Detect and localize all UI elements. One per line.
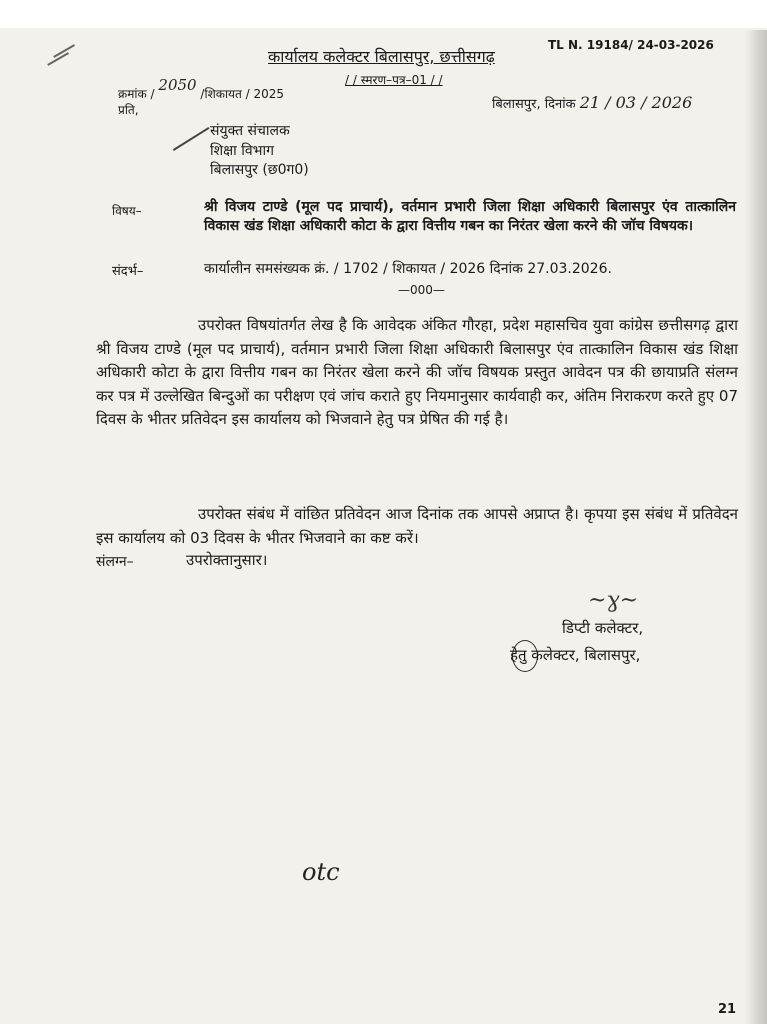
letter-number-handwritten: 2050: [158, 76, 197, 94]
top-margin: [0, 0, 767, 28]
body-paragraph-2: उपरोक्त संबंध में वांछित प्रतिवेदन आज दिनांक तक आपसे अप्राप्त है। कृपया इस संबंध में प्रतिवेदन इस कार्यालय को 03 दिवस के भीतर भिजवाने का कष्ट करें।: [96, 505, 738, 547]
enclosure-value: उपरोक्तानुसार।: [186, 551, 268, 569]
enclosure-label: संलग्न–: [96, 554, 134, 570]
recipient-line-3: बिलासपुर (छ0ग0): [210, 162, 309, 178]
letter-number-suffix: /शिकायत / 2025: [200, 87, 285, 101]
reference-label: संदर्भ–: [112, 264, 144, 279]
letter-number-label: क्रमांक /: [118, 87, 155, 101]
subject-text: श्री विजय टाण्डे (मूल पद प्राचार्य), वर्तमान प्रभारी जिला शिक्षा अधिकारी बिलासपुर एंव तात्कालिन विकास खंड शिक्षा अधिकारी कोटा के द्वारा वित्तीय गबन का निरंतर खेला करने की जॉच विषयक।: [204, 199, 736, 234]
separator: —000—: [398, 283, 445, 297]
page-number: 21: [718, 1002, 737, 1017]
signature-scribble: ~ɣ~: [588, 588, 639, 613]
letter-number-row: [118, 76, 285, 102]
date-handwritten: 21 / 03 / 2026: [579, 93, 693, 112]
date-row: [492, 93, 692, 112]
page-shadow: [745, 30, 767, 1024]
pen-arrow-mark: [173, 127, 209, 151]
subject-label: विषय–: [112, 204, 142, 218]
date-label: बिलासपुर, दिनांक: [492, 97, 576, 112]
signatory-designation: डिप्टी कलेक्टर,: [562, 619, 644, 637]
office-heading: कार्यालय कलेक्टर बिलासपुर, छत्तीसगढ़: [268, 47, 495, 66]
reminder-letter-label: / / स्मरण–पत्र–01 / /: [345, 73, 443, 87]
to-label: प्रति,: [118, 103, 139, 117]
handwritten-annotation: otc: [302, 858, 340, 886]
recipient-line-2: शिक्षा विभाग: [210, 143, 275, 159]
body-paragraph-1: उपरोक्त विषयांतर्गत लेख है कि आवेदक अंकित गौरहा, प्रदेश महासचिव युवा कांग्रेस छत्तीसगढ़ द्वारा श्री विजय टाण्डे (मूल पद प्राचार्य), वर्तमान प्रभारी जिला शिक्षा अधिकारी बिलासपुर एंव तात्कालिन विकास खंड शिक्षा अधिकारी कोटा के द्वारा वित्तीय गबन का निरंतर खेला करने की जॉच विषयक प्रस्तुत आवेदन पत्र की छायाप्रति संलग्न कर पत्र में उल्लेखित बिन्दुओं का परीक्षण एवं जांच कराते हुए नियमानुसार कार्यवाही कर, अंतिम निराकरण करते हुए 07 दिवस के भीतर प्रतिवेदन इस कार्यालय को भिजवाने हेतु पत्र प्रेषित की गई है।: [96, 316, 738, 428]
tl-number: TL N. 19184/ 24-03-2026: [548, 38, 714, 52]
signatory-authority: हेतु कलेक्टर, बिलासपुर,: [510, 646, 641, 664]
recipient-line-1: संयुक्त संचालक: [210, 123, 290, 139]
reference-text: कार्यालीन समसंख्यक क्रं. / 1702 / शिकायत / 2026 दिनांक 27.03.2026.: [204, 261, 612, 277]
